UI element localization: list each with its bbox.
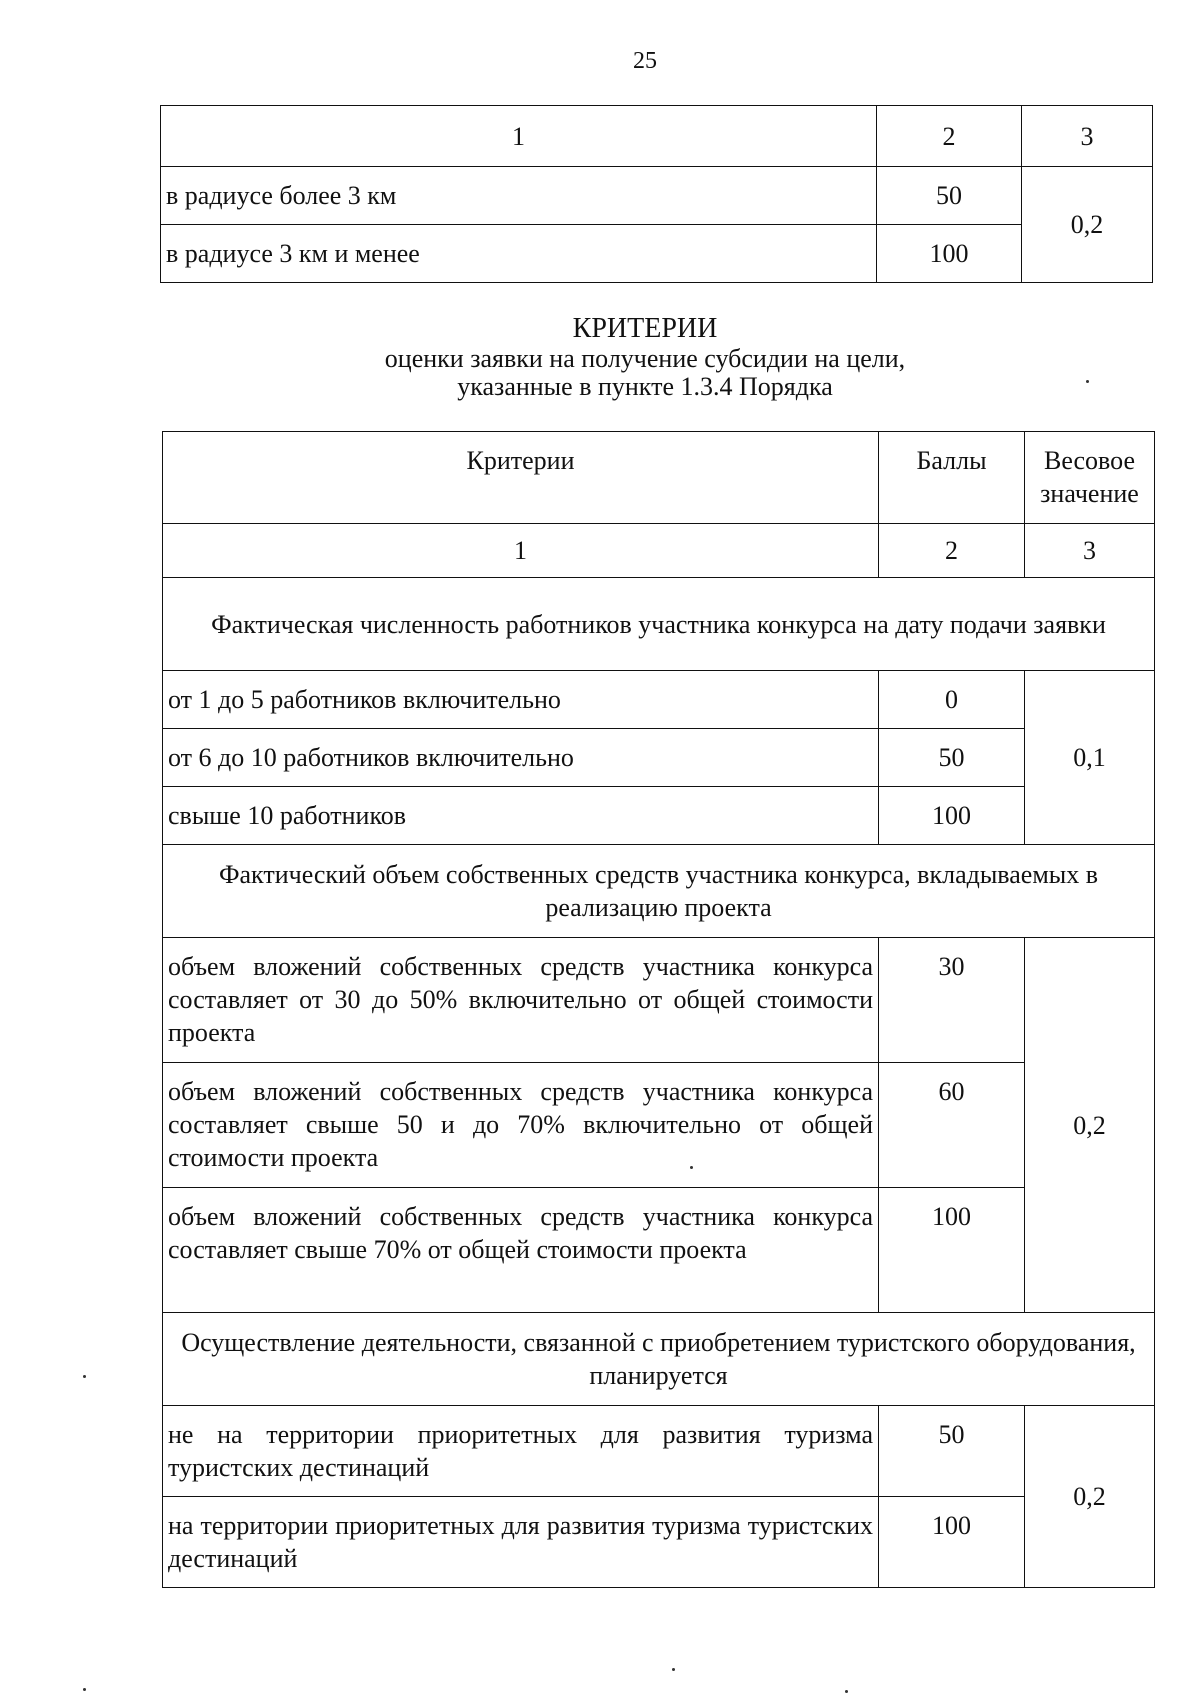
header-criteria: Критерии: [163, 432, 879, 524]
weight-cell: 0,2: [1022, 167, 1153, 283]
column-number-1: 1: [163, 524, 879, 578]
points-cell: 50: [879, 1406, 1025, 1497]
section-title-equipment: Осуществление деятельности, связанной с приобретением туристского оборудования, планируется: [163, 1313, 1155, 1406]
table-row: [163, 1063, 1155, 1188]
section-title-staff: Фактическая численность работников участника конкурса на дату подачи заявки: [163, 578, 1155, 671]
table-row: [163, 671, 1155, 729]
column-number-2: 2: [877, 106, 1022, 167]
points-cell: 30: [879, 938, 1025, 1063]
points-cell: 60: [879, 1063, 1025, 1188]
points-cell: 0: [879, 671, 1025, 729]
scan-speck: [672, 1668, 675, 1671]
criteria-heading-subtitle-line1: оценки заявки на получение субсидии на цели,: [384, 344, 906, 373]
header-weight: Весовое значение: [1025, 432, 1155, 524]
column-number-3: 3: [1025, 524, 1155, 578]
criterion-cell: объем вложений собственных средств участника конкурса составляет свыше 50 и до 70% включительно от общей стоимости проекта: [163, 1063, 879, 1188]
continuation-table: [160, 105, 1153, 283]
page-number: 25: [633, 48, 657, 74]
scan-speck: [690, 1166, 693, 1169]
table-row: [161, 167, 1153, 225]
table-header-row: [163, 432, 1155, 524]
section-title-row: [163, 578, 1155, 671]
section-title-own-funds: Фактический объем собственных средств участника конкурса, вкладываемых в реализацию проекта: [163, 845, 1155, 938]
table-row: [163, 729, 1155, 787]
table-row: [163, 938, 1155, 1063]
criterion-cell: на территории приоритетных для развития туризма туристских дестинаций: [163, 1497, 879, 1588]
weight-cell: 0,1: [1025, 671, 1155, 845]
column-number-2: 2: [879, 524, 1025, 578]
section-title-row: [163, 1313, 1155, 1406]
scan-speck: [83, 1375, 86, 1378]
table-row: [161, 225, 1153, 283]
criterion-cell: в радиусе более 3 км: [161, 167, 877, 225]
criteria-table: [162, 431, 1155, 1588]
table-row: [163, 787, 1155, 845]
header-points: Баллы: [879, 432, 1025, 524]
section-title-row: [163, 845, 1155, 938]
points-cell: 100: [879, 787, 1025, 845]
criterion-cell: от 6 до 10 работников включительно: [163, 729, 879, 787]
scan-speck: [1086, 380, 1089, 383]
column-number-row: [161, 106, 1153, 167]
weight-cell: 0,2: [1025, 938, 1155, 1313]
criterion-cell: объем вложений собственных средств участника конкурса составляет от 30 до 50% включительно от общей стоимости проекта: [163, 938, 879, 1063]
table-row: [163, 1406, 1155, 1497]
points-cell: 50: [879, 729, 1025, 787]
scan-speck: [845, 1690, 848, 1693]
points-cell: 100: [879, 1188, 1025, 1313]
criterion-cell: в радиусе 3 км и менее: [161, 225, 877, 283]
points-cell: 50: [877, 167, 1022, 225]
criterion-cell: объем вложений собственных средств участника конкурса составляет свыше 70% от общей стоимости проекта: [163, 1188, 879, 1313]
criterion-cell: не на территории приоритетных для развития туризма туристских дестинаций: [163, 1406, 879, 1497]
column-number-3: 3: [1022, 106, 1153, 167]
scan-speck: [83, 1688, 86, 1691]
table-row: [163, 1497, 1155, 1588]
column-number-1: 1: [161, 106, 877, 167]
criterion-cell: от 1 до 5 работников включительно: [163, 671, 879, 729]
points-cell: 100: [877, 225, 1022, 283]
criteria-heading-subtitle-line2: указанные в пункте 1.3.4 Порядка: [457, 372, 833, 401]
table-row: [163, 1188, 1155, 1313]
column-number-row: [163, 524, 1155, 578]
points-cell: 100: [879, 1497, 1025, 1588]
criteria-heading-title: КРИТЕРИИ: [572, 313, 718, 344]
criterion-cell: свыше 10 работников: [163, 787, 879, 845]
weight-cell: 0,2: [1025, 1406, 1155, 1588]
